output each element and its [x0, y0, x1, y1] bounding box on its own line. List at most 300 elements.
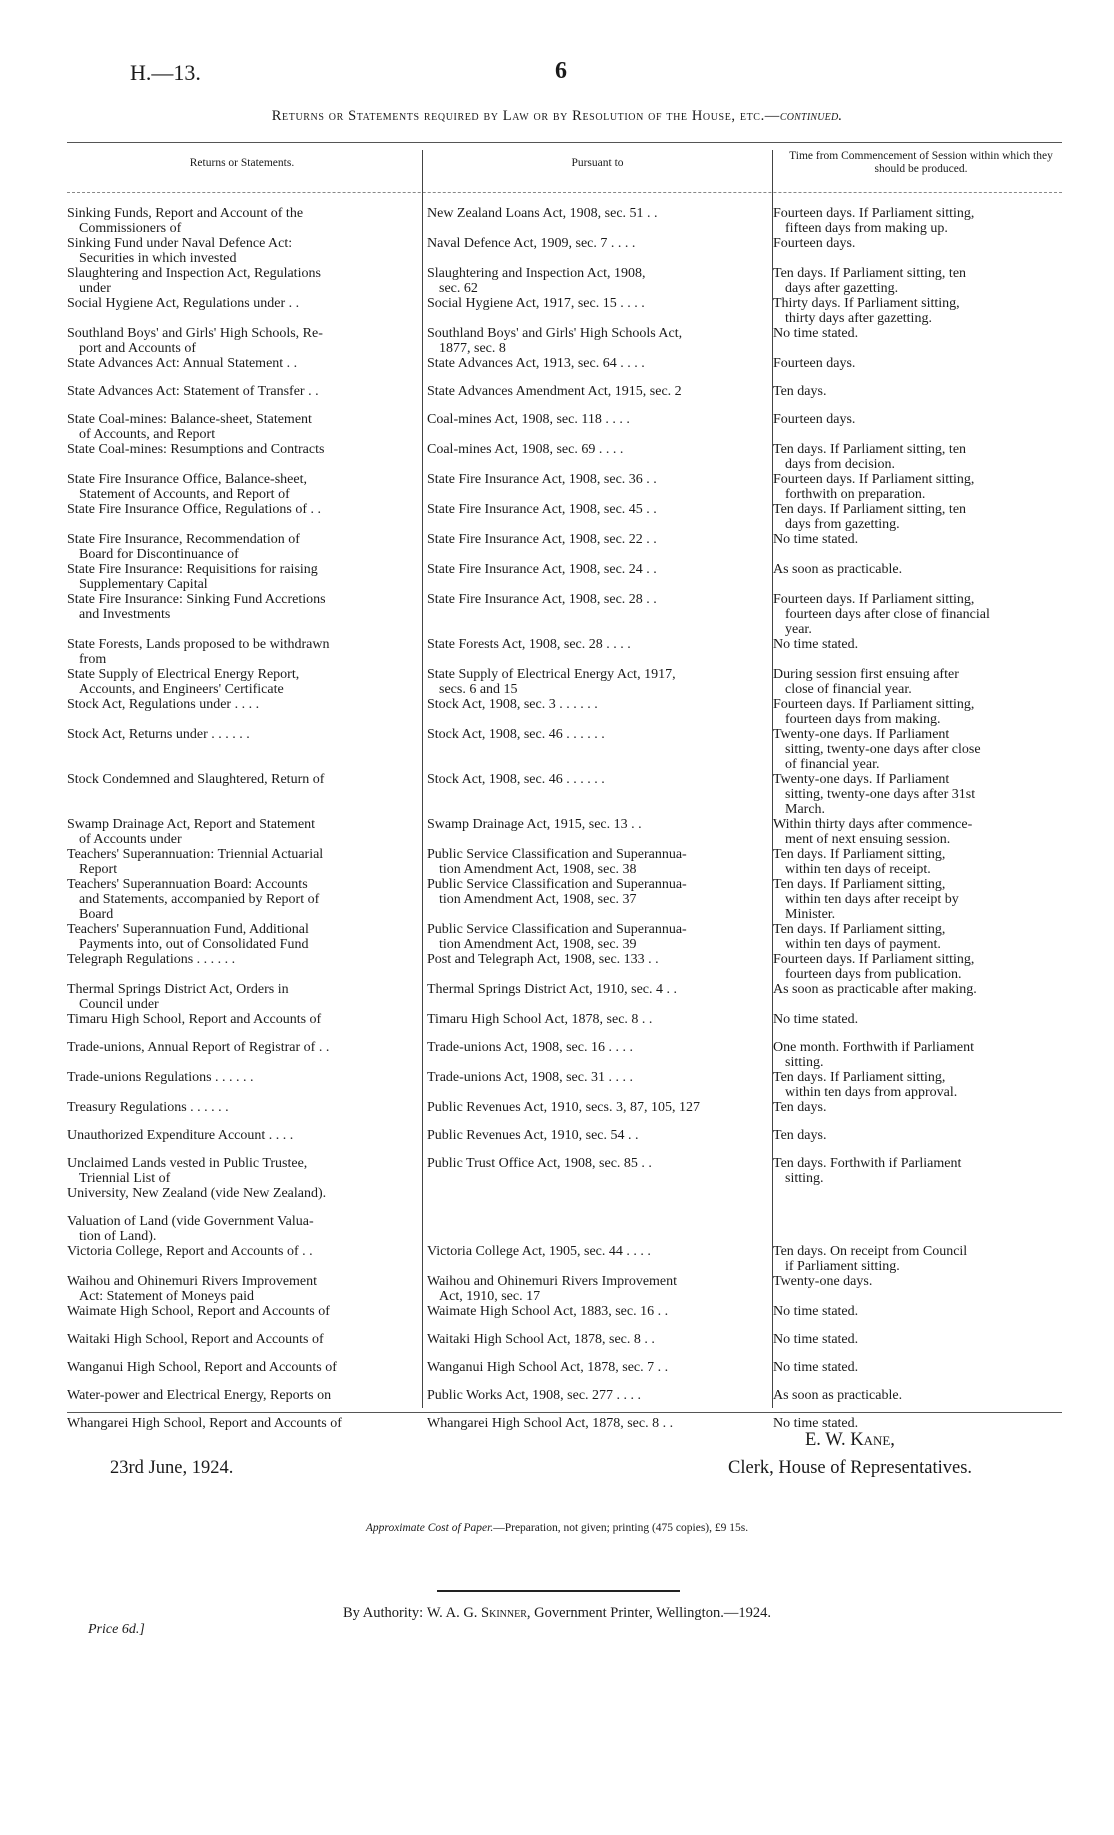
- cell-line: No time stated.: [773, 1304, 859, 1319]
- cell-line: As soon as practicable after making.: [773, 982, 977, 997]
- cell-line: Ten days. If Parliament sitting, ten: [773, 442, 967, 457]
- time-cell: [773, 667, 1062, 697]
- cell-line: Board: [79, 907, 114, 922]
- cell-line: Commissioners of: [79, 221, 182, 236]
- cell-line: Whangarei High School Act, 1878, sec. 8 . .: [427, 1416, 674, 1431]
- cell-line: sec. 62: [439, 281, 478, 296]
- cell-line: State Fire Insurance Act, 1908, sec. 28 . .: [427, 592, 657, 607]
- cell-line: Twenty-one days. If Parliament: [773, 727, 950, 742]
- cell-line: Act, 1910, sec. 17: [439, 1289, 541, 1304]
- pursuant-to-cell: [427, 772, 767, 817]
- cell-line: Minister.: [785, 907, 836, 922]
- cell-line: Stock Act, Returns under . . . . . .: [67, 727, 250, 742]
- pursuant-to-cell: [427, 922, 767, 952]
- cell-line: No time stated.: [773, 1012, 859, 1027]
- table-row: [67, 236, 1062, 266]
- cell-line: During session first ensuing after: [773, 667, 959, 682]
- cell-line: State Fire Insurance Act, 1908, sec. 24 . .: [427, 562, 657, 577]
- time-cell: [773, 532, 1062, 562]
- cell-line: Ten days. If Parliament sitting,: [773, 877, 946, 892]
- return-name-cell: [67, 697, 419, 727]
- return-name-cell: [67, 1416, 419, 1431]
- pursuant-to-cell: [427, 1214, 767, 1244]
- return-name-cell: [67, 1100, 419, 1115]
- cell-line: Sinking Fund under Naval Defence Act:: [67, 236, 293, 251]
- price: Price 6d.]: [88, 1622, 145, 1637]
- return-name-cell: [67, 1274, 419, 1304]
- cell-line: Sinking Funds, Report and Account of the: [67, 206, 304, 221]
- table-row: [67, 667, 1062, 697]
- cell-line: Public Service Classification and Superannua-: [427, 847, 687, 862]
- cell-gap: [419, 1244, 427, 1274]
- cell-line: Triennial List of: [79, 1171, 171, 1186]
- cell-line: close of financial year.: [785, 682, 912, 697]
- cell-line: University, New Zealand (vide New Zealand).: [67, 1186, 327, 1201]
- time-cell: [773, 1012, 1062, 1027]
- pursuant-to-cell: [427, 1186, 767, 1201]
- cell-line: Ten days. If Parliament sitting,: [773, 847, 946, 862]
- pursuant-to-cell: [427, 1360, 767, 1375]
- return-name-cell: [67, 384, 419, 399]
- pursuant-to-cell: [427, 356, 767, 371]
- cell-line: Social Hygiene Act, Regulations under . .: [67, 296, 300, 311]
- column-header-pursuant: Pursuant to: [571, 157, 624, 169]
- column-header-returns: Returns or Statements.: [189, 157, 295, 169]
- cell-gap: [419, 727, 427, 772]
- table-row: [67, 1100, 1062, 1115]
- time-cell: [773, 877, 1062, 922]
- printer-name: W. A. G. Skinner,: [426, 1605, 531, 1621]
- cell-line: tion Amendment Act, 1908, sec. 38: [439, 862, 637, 877]
- cell-line: No time stated.: [773, 1360, 859, 1375]
- table-row: [67, 1416, 1062, 1431]
- cell-line: of Accounts under: [79, 832, 182, 847]
- cell-line: Whangarei High School, Report and Accounts of: [67, 1416, 342, 1431]
- time-cell: [773, 296, 1062, 326]
- cell-line: State Fire Insurance Office, Balance-sheet,: [67, 472, 307, 487]
- pursuant-to-cell: [427, 1012, 767, 1027]
- cell-line: Public Revenues Act, 1910, secs. 3, 87, 105, 127: [427, 1100, 700, 1115]
- cell-line: Waihou and Ohinemuri Rivers Improvement: [67, 1274, 318, 1289]
- cell-line: State Advances Act: Annual Statement . .: [67, 356, 298, 371]
- pursuant-to-cell: [427, 592, 767, 637]
- return-name-cell: [67, 472, 419, 502]
- cell-line: Fourteen days.: [773, 356, 856, 371]
- cell-line: tion Amendment Act, 1908, sec. 37: [439, 892, 637, 907]
- pursuant-to-cell: [427, 637, 767, 667]
- table-row: [67, 1186, 1062, 1201]
- cell-line: Timaru High School, Report and Accounts of: [67, 1012, 322, 1027]
- cell-line: Fourteen days.: [773, 412, 856, 427]
- return-name-cell: [67, 877, 419, 922]
- time-cell: [773, 1100, 1062, 1115]
- time-cell: [773, 206, 1062, 236]
- cell-line: sitting.: [785, 1055, 824, 1070]
- cell-gap: [419, 1100, 427, 1115]
- pursuant-to-cell: [427, 817, 767, 847]
- column-header-time: Time from Commencement of Session within which they should be produced.: [789, 150, 1053, 176]
- time-cell: [773, 1416, 1062, 1431]
- cell-gap: [419, 1128, 427, 1143]
- cell-line: Southland Boys' and Girls' High Schools Act,: [427, 326, 683, 341]
- time-cell: [773, 326, 1062, 356]
- return-name-cell: [67, 502, 419, 532]
- table-row: [67, 296, 1062, 326]
- page-code: H.—13.: [130, 60, 201, 85]
- cell-line: No time stated.: [773, 326, 859, 341]
- cell-line: under: [79, 281, 111, 296]
- table-row: [67, 1040, 1062, 1070]
- time-cell: [773, 772, 1062, 817]
- return-name-cell: [67, 772, 419, 817]
- cell-line: State Fire Insurance: Sinking Fund Accretions: [67, 592, 326, 607]
- cell-line: fourteen days from making.: [785, 712, 941, 727]
- cell-gap: [419, 1360, 427, 1375]
- return-name-cell: [67, 412, 419, 442]
- returns-table: [67, 206, 1062, 1444]
- page-number: 6: [555, 58, 567, 84]
- cell-gap: [419, 667, 427, 697]
- cell-line: Victoria College, Report and Accounts of . .: [67, 1244, 313, 1259]
- cell-line: State Supply of Electrical Energy Report,: [67, 667, 300, 682]
- cell-line: Stock Act, 1908, sec. 46 . . . . . .: [427, 727, 605, 742]
- cell-line: from: [79, 652, 107, 667]
- table-row: [67, 1214, 1062, 1244]
- cell-line: and Statements, accompanied by Report of: [79, 892, 320, 907]
- cell-line: Within thirty days after commence-: [773, 817, 973, 832]
- time-cell: [773, 922, 1062, 952]
- authority-suffix: Government Printer, Wellington.—1924.: [534, 1605, 771, 1621]
- return-name-cell: [67, 266, 419, 296]
- return-name-cell: [67, 1244, 419, 1274]
- pursuant-to-cell: [427, 1332, 767, 1347]
- table-row: [67, 877, 1062, 922]
- pursuant-to-cell: [427, 1244, 767, 1274]
- cell-line: Fourteen days. If Parliament sitting,: [773, 206, 975, 221]
- cell-line: Stock Act, 1908, sec. 3 . . . . . .: [427, 697, 598, 712]
- cell-line: No time stated.: [773, 1416, 859, 1431]
- cell-line: Teachers' Superannuation: Triennial Actuarial: [67, 847, 324, 862]
- time-cell: [773, 356, 1062, 371]
- pursuant-to-cell: [427, 847, 767, 877]
- cell-gap: [419, 1416, 427, 1431]
- cell-line: Twenty-one days.: [773, 1274, 873, 1289]
- cell-line: Ten days.: [773, 384, 827, 399]
- table-row: [67, 472, 1062, 502]
- pursuant-to-cell: [427, 502, 767, 532]
- cell-line: Ten days.: [773, 1128, 827, 1143]
- time-cell: [773, 697, 1062, 727]
- return-name-cell: [67, 1360, 419, 1375]
- cell-line: Board for Discontinuance of: [79, 547, 239, 562]
- cell-gap: [419, 266, 427, 296]
- cell-line: Thirty days. If Parliament sitting,: [773, 296, 960, 311]
- time-cell: [773, 1304, 1062, 1319]
- pursuant-to-cell: [427, 697, 767, 727]
- cell-line: secs. 6 and 15: [439, 682, 518, 697]
- cell-gap: [419, 1304, 427, 1319]
- cell-line: sitting.: [785, 1171, 824, 1186]
- time-cell: [773, 1040, 1062, 1070]
- cell-line: Valuation of Land (vide Government Valua-: [67, 1214, 314, 1229]
- cell-line: State Advances Act, 1913, sec. 64 . . . .: [427, 356, 645, 371]
- cell-line: Timaru High School Act, 1878, sec. 8 . .: [427, 1012, 653, 1027]
- cell-gap: [419, 922, 427, 952]
- cell-line: Telegraph Regulations . . . . . .: [67, 952, 236, 967]
- time-cell: [773, 1070, 1062, 1100]
- cell-line: Trade-unions, Annual Report of Registrar of . .: [67, 1040, 330, 1055]
- cell-gap: [419, 384, 427, 399]
- cell-line: tion of Land).: [79, 1229, 157, 1244]
- cell-line: Slaughtering and Inspection Act, 1908,: [427, 266, 646, 281]
- cell-line: tion Amendment Act, 1908, sec. 39: [439, 937, 637, 952]
- cell-line: thirty days after gazetting.: [785, 311, 932, 326]
- cell-line: Swamp Drainage Act, 1915, sec. 13 . .: [427, 817, 642, 832]
- return-name-cell: [67, 847, 419, 877]
- table-row: [67, 1012, 1062, 1027]
- time-cell: [773, 562, 1062, 592]
- cell-line: Ten days. Forthwith if Parliament: [773, 1156, 962, 1171]
- return-name-cell: [67, 637, 419, 667]
- table-row: [67, 502, 1062, 532]
- cell-line: Post and Telegraph Act, 1908, sec. 133 . .: [427, 952, 659, 967]
- cell-gap: [419, 952, 427, 982]
- cell-line: fourteen days from publication.: [785, 967, 962, 982]
- cell-line: State Fire Insurance, Recommendation of: [67, 532, 300, 547]
- time-cell: [773, 847, 1062, 877]
- cell-line: port and Accounts of: [79, 341, 197, 356]
- cell-line: State Fire Insurance Act, 1908, sec. 36 . .: [427, 472, 657, 487]
- cell-line: 1877, sec. 8: [439, 341, 506, 356]
- table-row: [67, 356, 1062, 371]
- cell-line: if Parliament sitting.: [785, 1259, 900, 1274]
- pursuant-to-cell: [427, 532, 767, 562]
- cell-line: Water-power and Electrical Energy, Reports on: [67, 1388, 332, 1403]
- table-row: [67, 982, 1062, 1012]
- cell-line: State Fire Insurance Act, 1908, sec. 22 . .: [427, 532, 657, 547]
- cell-line: Wanganui High School Act, 1878, sec. 7 . .: [427, 1360, 669, 1375]
- cell-line: sitting, twenty-one days after 31st: [785, 787, 976, 802]
- cell-line: State Fire Insurance: Requisitions for raising: [67, 562, 318, 577]
- authority-rule: [437, 1590, 680, 1592]
- cell-line: fifteen days from making up.: [785, 221, 948, 236]
- cell-line: Trade-unions Regulations . . . . . .: [67, 1070, 254, 1085]
- cell-line: within ten days of receipt.: [785, 862, 931, 877]
- time-cell: [773, 1274, 1062, 1304]
- cell-line: Teachers' Superannuation Board: Accounts: [67, 877, 308, 892]
- cell-line: within ten days after receipt by: [785, 892, 959, 907]
- pursuant-to-cell: [427, 1274, 767, 1304]
- cell-gap: [419, 1388, 427, 1403]
- table-row: [67, 1156, 1062, 1186]
- cell-line: Public Revenues Act, 1910, sec. 54 . .: [427, 1128, 639, 1143]
- signature-office: Clerk, House of Representatives.: [728, 1458, 973, 1478]
- table-row: [67, 1274, 1062, 1304]
- pursuant-to-cell: [427, 296, 767, 326]
- cell-line: Thermal Springs District Act, 1910, sec. 4 . .: [427, 982, 678, 997]
- cell-gap: [419, 697, 427, 727]
- return-name-cell: [67, 1332, 419, 1347]
- cell-line: of financial year.: [785, 757, 880, 772]
- cell-line: No time stated.: [773, 532, 859, 547]
- return-name-cell: [67, 952, 419, 982]
- pursuant-to-cell: [427, 1128, 767, 1143]
- cell-gap: [419, 847, 427, 877]
- pursuant-to-cell: [427, 384, 767, 399]
- pursuant-to-cell: [427, 952, 767, 982]
- table-row: [67, 1128, 1062, 1143]
- cell-gap: [419, 1070, 427, 1100]
- cost-text: —Preparation, not given; printing (475 copies), £9 15s.: [493, 1522, 749, 1534]
- return-name-cell: [67, 1156, 419, 1186]
- cell-line: days after gazetting.: [785, 281, 899, 296]
- table-row: [67, 697, 1062, 727]
- table-row: [67, 384, 1062, 399]
- table-row: [67, 1388, 1062, 1403]
- return-name-cell: [67, 1070, 419, 1100]
- table-head-rule: [67, 192, 1062, 193]
- pursuant-to-cell: [427, 877, 767, 922]
- cell-gap: [419, 412, 427, 442]
- pursuant-to-cell: [427, 266, 767, 296]
- pursuant-to-cell: [427, 442, 767, 472]
- cell-line: Payments into, out of Consolidated Fund: [79, 937, 309, 952]
- return-name-cell: [67, 1186, 419, 1201]
- time-cell: [773, 1156, 1062, 1186]
- time-cell: [773, 727, 1062, 772]
- cell-line: Southland Boys' and Girls' High Schools, Re-: [67, 326, 323, 341]
- page-title: [0, 108, 1114, 125]
- pursuant-to-cell: [427, 1070, 767, 1100]
- cell-line: Stock Act, Regulations under . . . .: [67, 697, 260, 712]
- authority-line: [0, 1605, 1114, 1622]
- cell-line: As soon as practicable.: [773, 1388, 903, 1403]
- cell-line: Ten days. On receipt from Council: [773, 1244, 968, 1259]
- pursuant-to-cell: [427, 1416, 767, 1431]
- return-name-cell: [67, 922, 419, 952]
- cell-line: Swamp Drainage Act, Report and Statement: [67, 817, 316, 832]
- cell-line: Waimate High School Act, 1883, sec. 16 . .: [427, 1304, 669, 1319]
- table-row: [67, 412, 1062, 442]
- return-name-cell: [67, 1214, 419, 1244]
- time-cell: [773, 1214, 1062, 1244]
- cell-gap: [419, 236, 427, 266]
- cell-line: No time stated.: [773, 637, 859, 652]
- cell-gap: [419, 502, 427, 532]
- cell-line: Waihou and Ohinemuri Rivers Improvement: [427, 1274, 678, 1289]
- pursuant-to-cell: [427, 472, 767, 502]
- cell-line: Public Works Act, 1908, sec. 277 . . . .: [427, 1388, 642, 1403]
- time-cell: [773, 952, 1062, 982]
- pursuant-to-cell: [427, 326, 767, 356]
- cell-line: Unauthorized Expenditure Account . . . .: [67, 1128, 294, 1143]
- cell-line: State Supply of Electrical Energy Act, 1917,: [427, 667, 676, 682]
- pursuant-to-cell: [427, 1040, 767, 1070]
- cell-line: Trade-unions Act, 1908, sec. 31 . . . .: [427, 1070, 633, 1085]
- cell-line: Twenty-one days. If Parliament: [773, 772, 950, 787]
- table-row: [67, 817, 1062, 847]
- cell-line: Ten days. If Parliament sitting, ten: [773, 266, 967, 281]
- cell-line: Coal-mines Act, 1908, sec. 69 . . . .: [427, 442, 624, 457]
- pursuant-to-cell: [427, 1388, 767, 1403]
- cell-line: Stock Condemned and Slaughtered, Return of: [67, 772, 325, 787]
- cost-label: Approximate Cost of Paper.: [365, 1522, 494, 1534]
- cell-line: Ten days. If Parliament sitting,: [773, 922, 946, 937]
- pursuant-to-cell: [427, 236, 767, 266]
- cell-gap: [419, 1156, 427, 1186]
- cell-line: Public Service Classification and Superannua-: [427, 922, 687, 937]
- cell-line: Council under: [79, 997, 159, 1012]
- time-cell: [773, 982, 1062, 1012]
- time-cell: [773, 1128, 1062, 1143]
- cell-gap: [419, 1040, 427, 1070]
- return-name-cell: [67, 1128, 419, 1143]
- return-name-cell: [67, 1012, 419, 1027]
- table-row: [67, 1332, 1062, 1347]
- return-name-cell: [67, 442, 419, 472]
- cell-line: State Forests, Lands proposed to be withdrawn: [67, 637, 330, 652]
- cell-line: Public Trust Office Act, 1908, sec. 85 . .: [427, 1156, 652, 1171]
- cell-line: Ten days.: [773, 1100, 827, 1115]
- cell-line: Accounts, and Engineers' Certificate: [79, 682, 284, 697]
- table-top-rule: [67, 142, 1062, 143]
- cell-gap: [419, 442, 427, 472]
- table-row: [67, 727, 1062, 772]
- cell-gap: [419, 592, 427, 637]
- table-row: [67, 206, 1062, 236]
- authority-prefix: By Authority:: [343, 1605, 424, 1621]
- return-name-cell: [67, 356, 419, 371]
- cell-line: State Advances Act: Statement of Transfer . .: [67, 384, 319, 399]
- table-row: [67, 1304, 1062, 1319]
- cell-line: Treasury Regulations . . . . . .: [67, 1100, 229, 1115]
- cell-gap: [419, 1214, 427, 1244]
- cell-line: days from gazetting.: [785, 517, 900, 532]
- cell-line: Supplementary Capital: [79, 577, 208, 592]
- pursuant-to-cell: [427, 562, 767, 592]
- cell-line: Trade-unions Act, 1908, sec. 16 . . . .: [427, 1040, 633, 1055]
- return-name-cell: [67, 206, 419, 236]
- cell-line: ment of next ensuing session.: [785, 832, 951, 847]
- time-cell: [773, 442, 1062, 472]
- time-cell: [773, 236, 1062, 266]
- time-cell: [773, 817, 1062, 847]
- cell-gap: [419, 1012, 427, 1027]
- return-name-cell: [67, 296, 419, 326]
- cell-line: days from decision.: [785, 457, 896, 472]
- time-cell: [773, 472, 1062, 502]
- return-name-cell: [67, 532, 419, 562]
- cost-note: [0, 1522, 1114, 1534]
- return-name-cell: [67, 727, 419, 772]
- table-row: [67, 442, 1062, 472]
- table-row: [67, 637, 1062, 667]
- pursuant-to-cell: [427, 412, 767, 442]
- cell-gap: [419, 356, 427, 371]
- table-row: [67, 1244, 1062, 1274]
- cell-line: forthwith on preparation.: [785, 487, 926, 502]
- cell-gap: [419, 817, 427, 847]
- cell-line: Wanganui High School, Report and Accounts of: [67, 1360, 337, 1375]
- table-row: [67, 532, 1062, 562]
- signature-name: E. W. Kane,: [805, 1430, 895, 1450]
- cell-line: Fourteen days.: [773, 236, 856, 251]
- cell-line: Fourteen days. If Parliament sitting,: [773, 472, 975, 487]
- time-cell: [773, 412, 1062, 442]
- cell-line: within ten days of payment.: [785, 937, 941, 952]
- pursuant-to-cell: [427, 1100, 767, 1115]
- cell-line: Fourteen days. If Parliament sitting,: [773, 592, 975, 607]
